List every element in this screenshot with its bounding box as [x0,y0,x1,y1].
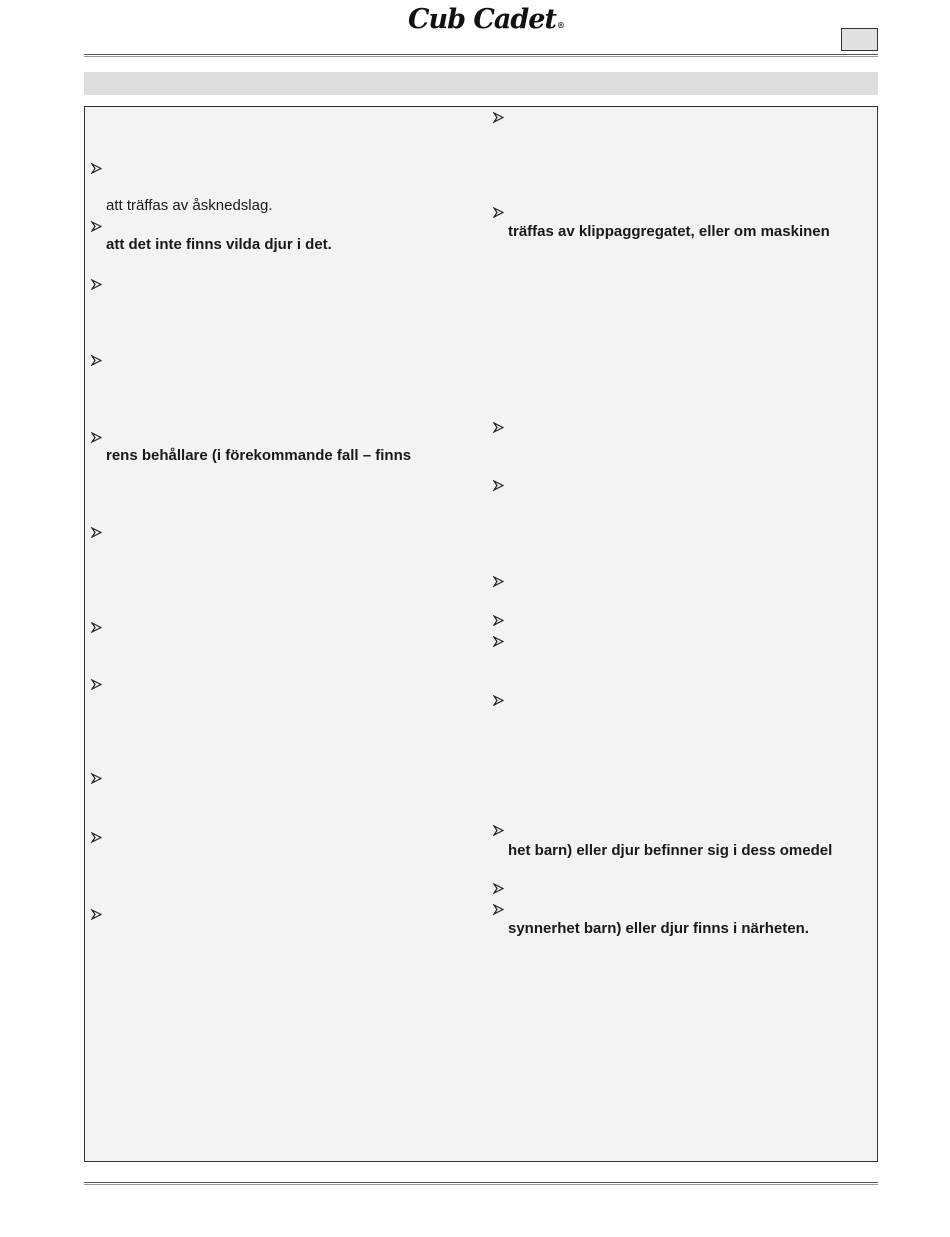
left-text-1: att träffas av åsknedslag. [106,197,273,214]
bullet-arrow-icon [493,883,505,895]
right-text-1: träffas av klippaggregatet, eller om maskinen [508,223,830,240]
bullet-arrow-icon [91,355,103,367]
bullet-arrow-icon [493,576,505,588]
section-title-bar [84,72,878,95]
bullet-arrow-icon [91,832,103,844]
right-text-3: synnerhet barn) eller djur finns i närheten. [508,920,809,937]
bullet-arrow-icon [91,909,103,921]
bullet-arrow-icon [493,615,505,627]
bullet-arrow-icon [91,527,103,539]
bullet-arrow-icon [493,904,505,916]
bullet-arrow-icon [493,207,505,219]
bullet-arrow-icon [91,432,103,444]
bullet-arrow-icon [91,622,103,634]
bullet-arrow-icon [91,679,103,691]
bullet-arrow-icon [493,422,505,434]
bullet-arrow-icon [493,480,505,492]
bullet-arrow-icon [493,695,505,707]
content-box [84,106,878,1162]
footer-rule [84,1182,878,1185]
left-text-2: att det inte finns vilda djur i det. [106,236,332,253]
bullet-arrow-icon [91,279,103,291]
bullet-arrow-icon [91,163,103,175]
bullet-arrow-icon [91,773,103,785]
bullet-arrow-icon [493,825,505,837]
page-number-box [841,28,878,51]
brand-logo: Cub Cadet® [408,4,564,35]
bullet-arrow-icon [493,112,505,124]
bullet-arrow-icon [493,636,505,648]
bullet-arrow-icon [91,221,103,233]
left-text-3: rens behållare (i förekommande fall – finns [106,447,412,464]
right-text-2: het barn) eller djur befinner sig i dess omedel [508,842,833,859]
header-rule [84,54,878,57]
